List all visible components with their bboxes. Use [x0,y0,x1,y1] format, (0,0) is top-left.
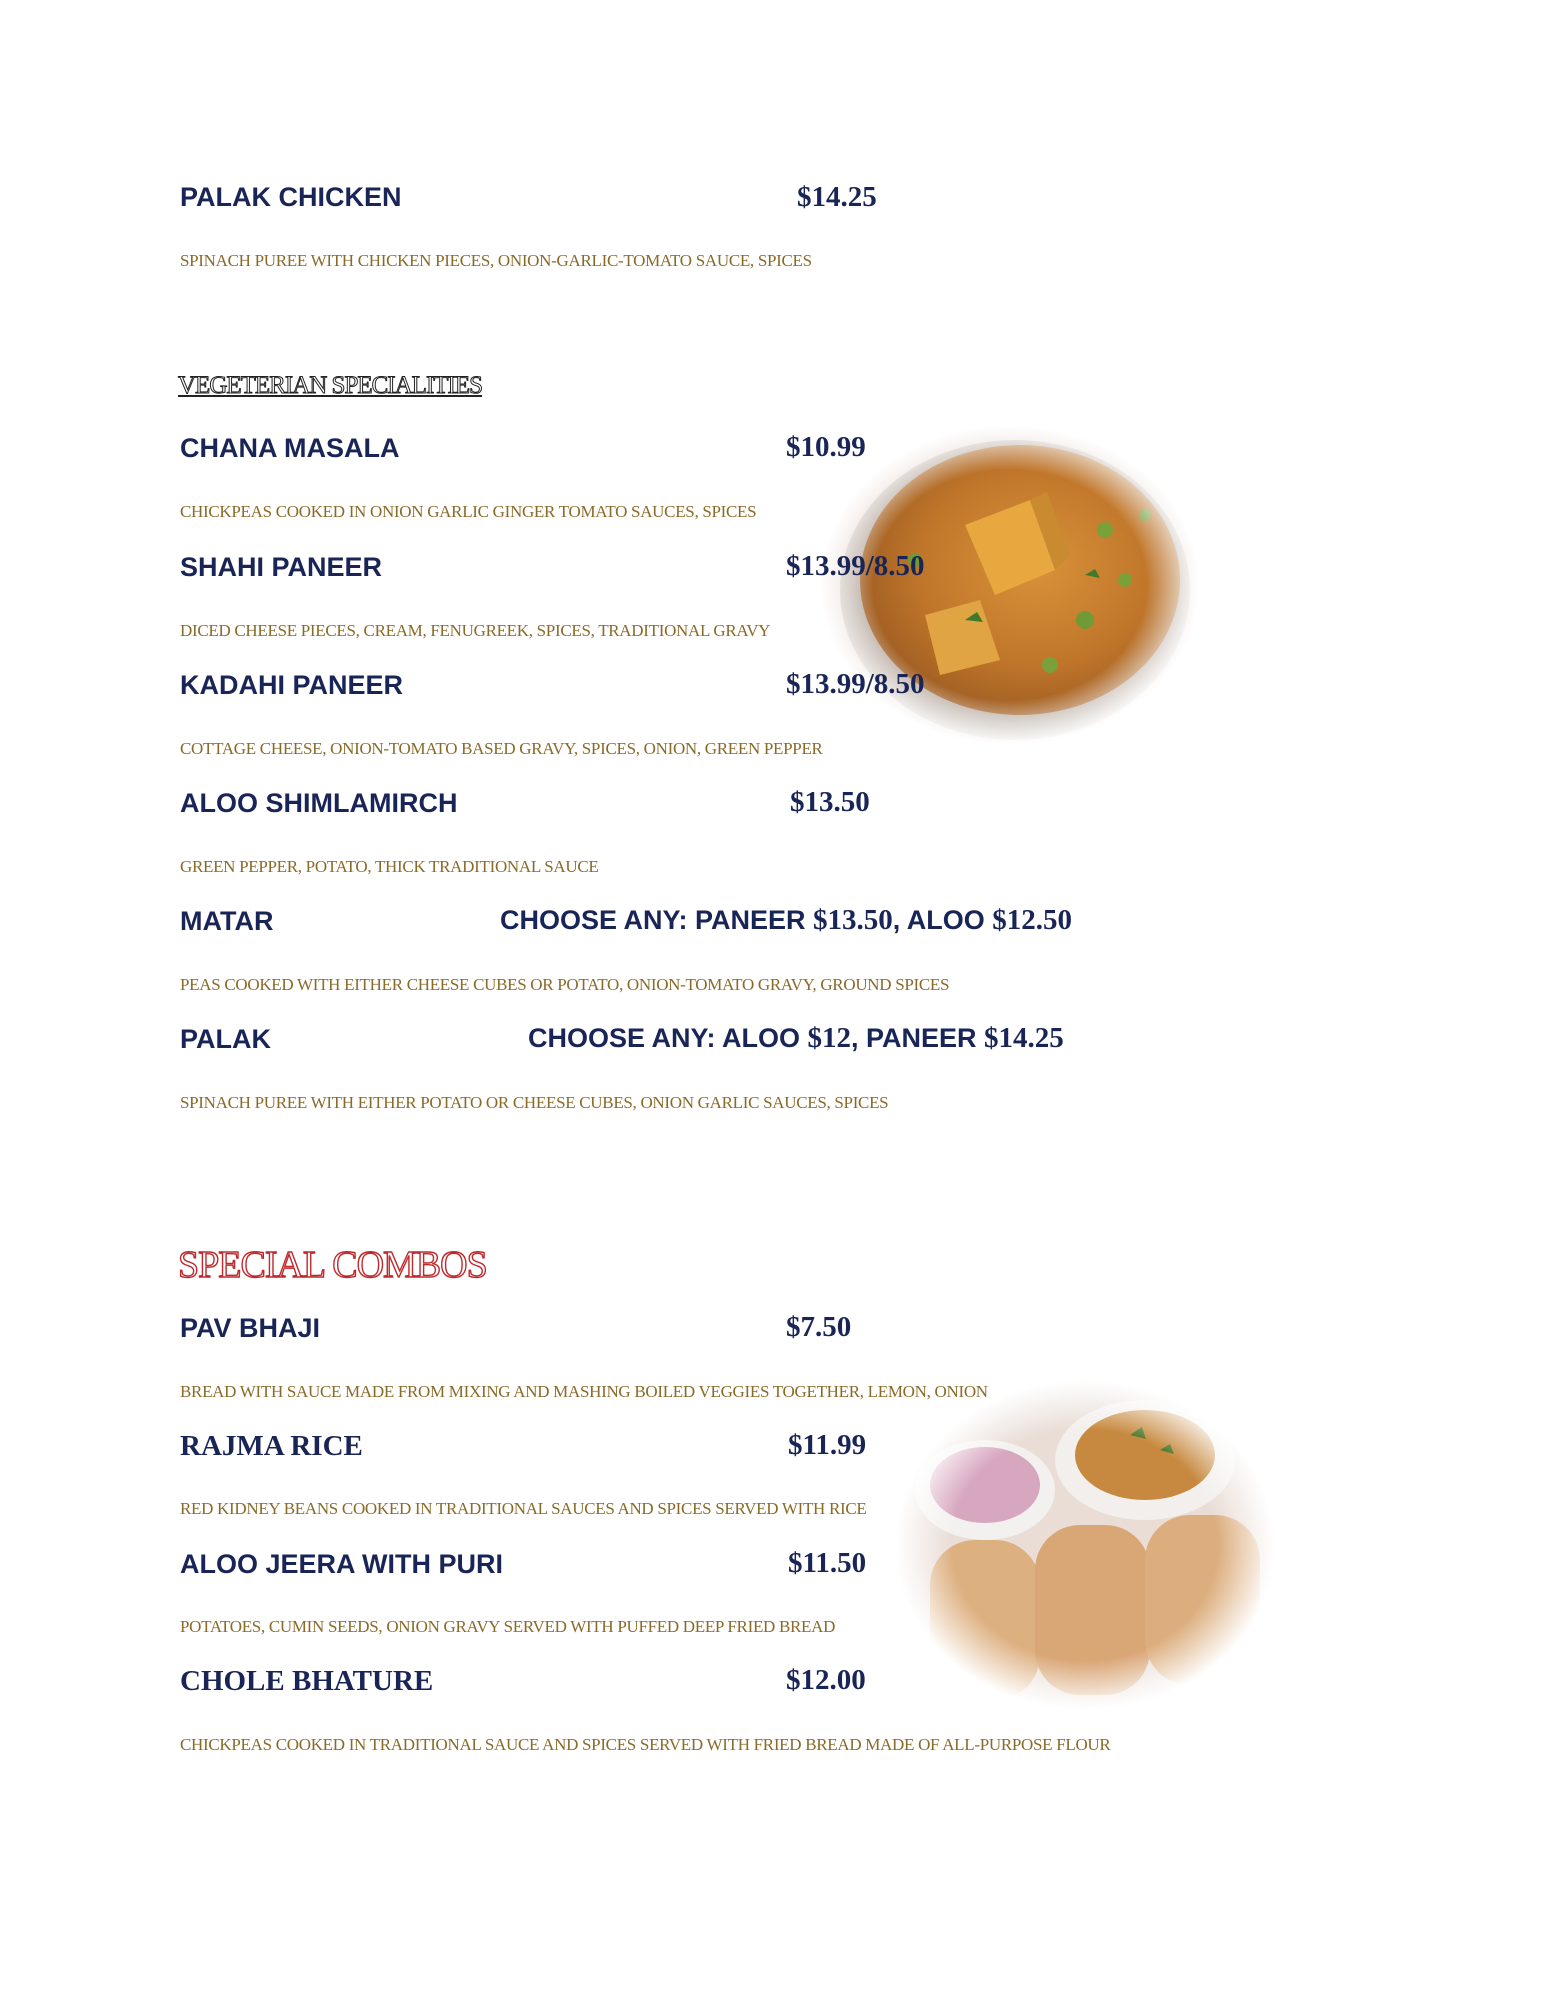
choose-options: CHOOSE ANY: PANEER $13.50, ALOO $12.50 [500,904,1073,936]
item-desc: SPINACH PUREE WITH EITHER POTATO OR CHEESE CUBES, ONION GARLIC SAUCES, SPICES [180,1093,889,1112]
item-name: ALOO SHIMLAMIRCH [180,788,458,818]
item-name: KADAHI PANEER [180,670,404,700]
item-desc: POTATOES, CUMIN SEEDS, ONION GRAVY SERVED WITH PUFFED DEEP FRIED BREAD [180,1617,836,1636]
item-desc: COTTAGE CHEESE, ONION-TOMATO BASED GRAVY, SPICES, ONION, GREEN PEPPER [180,739,823,758]
item-price: $13.99/8.50 [786,550,925,582]
item-price: $7.50 [786,1311,852,1343]
choose-options: CHOOSE ANY: ALOO $12, PANEER $14.25 [528,1022,1064,1054]
item-name: SHAHI PANEER [180,552,383,582]
item-desc: PEAS COOKED WITH EITHER CHEESE CUBES OR POTATO, ONION-TOMATO GRAVY, GROUND SPICES [180,975,950,994]
item-name: PAV BHAJI [180,1313,321,1343]
item-desc: CHICKPEAS COOKED IN TRADITIONAL SAUCE AND SPICES SERVED WITH FRIED BREAD MADE OF ALL-PURPOSE FLOUR [180,1735,1111,1754]
item-desc: BREAD WITH SAUCE MADE FROM MIXING AND MASHING BOILED VEGGIES TOGETHER, LEMON, ONION [180,1382,988,1401]
item-price: $11.50 [788,1547,867,1579]
item-name: RAJMA RICE [180,1430,363,1462]
item-price: $14.25 [797,181,877,213]
section-title-combos: SPECIAL COMBOS [178,1244,487,1286]
item-desc: DICED CHEESE PIECES, CREAM, FENUGREEK, SPICES, TRADITIONAL GRAVY [180,621,771,640]
section-title-vegetarian: VEGETERIAN SPECIALITIES [178,372,483,399]
item-price: $13.99/8.50 [786,668,925,700]
item-price: $12.00 [786,1664,866,1696]
item-desc: RED KIDNEY BEANS COOKED IN TRADITIONAL SAUCES AND SPICES SERVED WITH RICE [180,1499,867,1518]
item-desc: GREEN PEPPER, POTATO, THICK TRADITIONAL SAUCE [180,857,599,876]
item-name: ALOO JEERA WITH PURI [180,1549,504,1579]
item-price: $13.50 [790,786,870,818]
item-name: MATAR [180,906,274,936]
item-price: $11.99 [788,1429,867,1461]
item-price: $10.99 [786,431,866,463]
item-name: PALAK CHICKEN [180,182,402,212]
item-name: CHANA MASALA [180,433,400,463]
item-desc: SPINACH PUREE WITH CHICKEN PIECES, ONION-GARLIC-TOMATO SAUCE, SPICES [180,251,812,270]
item-name: PALAK [180,1024,271,1054]
item-name: CHOLE BHATURE [180,1665,434,1697]
pav-bhaji-photo [890,1375,1280,1715]
item-desc: CHICKPEAS COOKED IN ONION GARLIC GINGER TOMATO SAUCES, SPICES [180,502,757,521]
